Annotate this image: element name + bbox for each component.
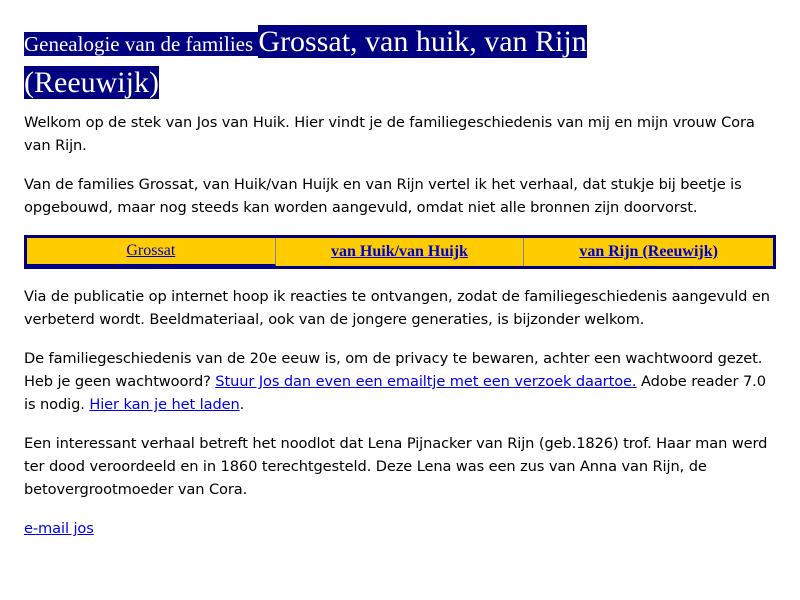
password-text-1: De familiegeschiedenis van de 20e eeuw is, om de privacy te bewaren, achter een wachtwoord gezet. Heb je geen wachtwoord? <box>24 350 763 390</box>
nav-link-van-rijn[interactable]: van Rijn (Reeuwijk) <box>579 243 718 260</box>
nav-link-van-huik[interactable]: van Huik/van Huijk <box>331 243 468 260</box>
page-content <box>24 22 776 556</box>
email-request-link[interactable]: Stuur Jos dan even een emailtje met een verzoek daartoe. <box>215 373 637 390</box>
adobe-download-link[interactable]: Hier kan je het laden <box>89 396 240 413</box>
nav-link-grossat[interactable]: Grossat <box>126 242 176 259</box>
email-paragraph <box>24 517 776 540</box>
nav-cell-van-rijn <box>524 238 773 266</box>
intro-paragraph-welcome: Welkom op de stek van Jos van Huik. Hier vindt je de familiegeschiedenis van mij en mijn vrouw Cora van Rijn. <box>24 114 755 154</box>
password-paragraph <box>24 347 776 416</box>
intro-paragraph-families: Van de families Grossat, van Huik/van Huijk en van Rijn vertel ik het verhaal, dat stukje bij beetje is opgebouwd, maar nog steeds kan worden aangevuld, omdat niet alle bronnen zijn doorvorst. <box>24 176 742 216</box>
nav-cell-van-huik <box>276 238 525 266</box>
title-part-1: Genealogie van de families <box>24 32 259 56</box>
title-part-3: (Reeuwijk) <box>24 66 159 99</box>
nav-cell-grossat <box>27 238 276 266</box>
publication-paragraph: Via de publicatie op internet hoop ik reacties te ontvangen, zodat de familiegeschiedenis aangevuld en verbeterd wordt. Beeldmateriaal, ook van de jongere generaties, is bijzonder welkom. <box>24 288 770 328</box>
email-jos-link[interactable]: e-mail jos <box>24 520 94 537</box>
story-paragraph: Een interessant verhaal betreft het noodlot dat Lena Pijnacker van Rijn (geb.1826) trof. Haar man werd ter dood veroordeeld en in 1860 terechtgesteld. Deze Lena was een zus van Anna van Rijn, de betovergrootmoeder van Cora. <box>24 435 768 498</box>
family-nav-row <box>27 238 773 266</box>
page-title <box>24 22 776 101</box>
title-part-2: Grossat, van huik, van Rijn <box>258 25 587 58</box>
password-text-3: . <box>239 396 245 413</box>
family-nav-table <box>24 235 776 269</box>
password-text-2: Adobe reader 7.0 is nodig. <box>24 373 766 413</box>
